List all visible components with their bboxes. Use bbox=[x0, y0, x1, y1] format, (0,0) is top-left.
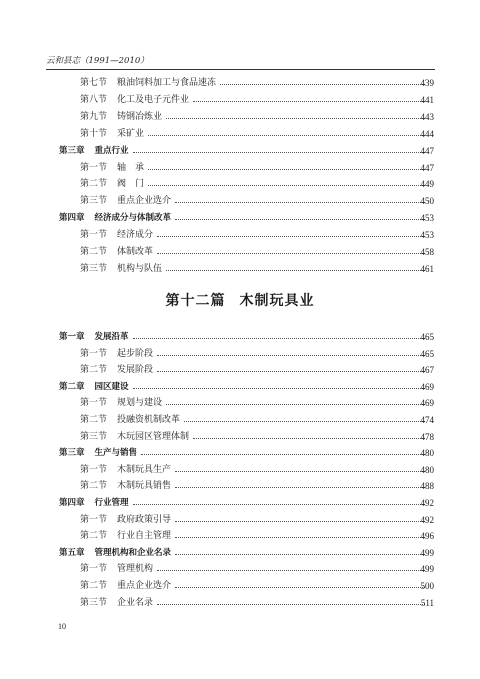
header-rule bbox=[46, 69, 435, 70]
toc-entry-title: 企业名录 bbox=[117, 597, 154, 608]
toc-entry-label bbox=[59, 379, 129, 395]
toc-entry-number: 第三节 bbox=[80, 263, 108, 274]
toc-entry-number: 第三节 bbox=[80, 196, 108, 207]
toc-section-row bbox=[0, 512, 480, 528]
toc-entry-label bbox=[59, 445, 137, 461]
toc-section-row bbox=[0, 578, 480, 594]
dot-leader bbox=[148, 135, 425, 136]
dot-leader bbox=[157, 355, 425, 356]
toc-entry-title: 管理机构和企业名录 bbox=[94, 547, 172, 558]
toc-section-row bbox=[0, 244, 480, 260]
toc-entry-title: 管理机构 bbox=[117, 564, 154, 575]
toc-entry-page: 492 bbox=[420, 514, 434, 525]
dot-leader bbox=[175, 219, 425, 220]
toc-entry-label bbox=[80, 561, 153, 577]
toc-entry-page: 469 bbox=[420, 381, 434, 392]
toc-section-row bbox=[0, 176, 480, 192]
toc-entry-title: 木制玩具生产 bbox=[117, 464, 172, 475]
toc-entry-title: 发展阶段 bbox=[117, 365, 154, 376]
toc-entry-number: 第二节 bbox=[80, 531, 108, 542]
toc-entry-title: 粮油饲料加工与食品速冻 bbox=[117, 78, 217, 88]
toc-entry-page: 488 bbox=[420, 481, 434, 492]
dot-leader bbox=[133, 504, 425, 505]
dot-leader bbox=[193, 438, 425, 439]
toc-entry-number: 第八节 bbox=[80, 94, 108, 105]
dot-leader bbox=[175, 587, 425, 588]
toc-entry-page: 465 bbox=[420, 348, 434, 359]
toc-entry-number: 第二节 bbox=[80, 481, 108, 492]
toc-entry-number: 第三节 bbox=[80, 431, 108, 442]
toc-entry-label bbox=[80, 578, 171, 594]
toc-entry-page: 450 bbox=[420, 196, 434, 207]
dot-leader bbox=[148, 185, 425, 186]
toc-entry-page: 500 bbox=[420, 581, 434, 591]
toc-section-row bbox=[0, 528, 480, 544]
dot-leader bbox=[148, 169, 425, 170]
toc-entry-label bbox=[80, 75, 216, 91]
toc-entry-page: 478 bbox=[420, 431, 434, 442]
toc-entry-title: 化工及电子元件业 bbox=[117, 94, 190, 105]
toc-entry-page: 444 bbox=[420, 128, 434, 139]
dot-leader bbox=[157, 604, 425, 605]
toc-entry-label bbox=[59, 210, 171, 226]
toc-chapter-row bbox=[0, 143, 480, 159]
toc-entry-title: 木制玩具销售 bbox=[117, 481, 172, 492]
toc-entry-label bbox=[80, 176, 144, 192]
toc-entry-title: 政府政策引导 bbox=[117, 514, 172, 525]
toc-entry-title: 规划与建设 bbox=[117, 398, 163, 409]
toc-entry-label bbox=[80, 429, 189, 445]
toc-chapter-row bbox=[0, 495, 480, 511]
toc-entry-number: 第二节 bbox=[80, 179, 108, 190]
toc-chapter-row bbox=[0, 210, 480, 226]
dot-leader bbox=[141, 454, 425, 455]
toc-entry-page: 453 bbox=[420, 230, 434, 241]
page-number: 10 bbox=[58, 622, 66, 631]
dot-leader bbox=[220, 84, 425, 85]
part-name: 木制玩具业 bbox=[239, 293, 315, 309]
toc-entry-page: 480 bbox=[420, 448, 434, 459]
toc-entry-label bbox=[80, 412, 180, 428]
toc-entry-label bbox=[80, 478, 171, 494]
running-header: 云和县志（1991—2010） bbox=[46, 56, 149, 66]
dot-leader bbox=[184, 421, 425, 422]
toc-entry-number: 第二章 bbox=[59, 381, 85, 392]
dot-leader bbox=[133, 388, 425, 389]
toc-entry-title: 行业管理 bbox=[94, 498, 129, 508]
toc-entry-number: 第四章 bbox=[59, 498, 85, 508]
toc-section-row bbox=[0, 412, 480, 428]
toc-entry-label bbox=[80, 193, 171, 209]
dot-leader bbox=[175, 202, 425, 203]
toc-entry-title: 发展沿革 bbox=[94, 332, 129, 342]
toc-section-row bbox=[0, 429, 480, 445]
toc-entry-page: 480 bbox=[420, 464, 434, 475]
toc-entry-label bbox=[80, 109, 162, 125]
toc-entry-label bbox=[59, 143, 129, 159]
toc-entry-page: 449 bbox=[420, 179, 434, 190]
toc-entry-title: 体制改革 bbox=[117, 247, 154, 257]
toc-entry-label bbox=[80, 362, 153, 378]
toc-entry-title: 重点企业选介 bbox=[117, 581, 172, 591]
toc-entry-title: 经济成分 bbox=[117, 230, 154, 241]
toc-entry-page: 439 bbox=[420, 78, 434, 88]
toc-entry-title: 木玩园区管理体制 bbox=[117, 431, 190, 442]
dot-leader bbox=[175, 554, 425, 555]
dot-leader bbox=[157, 253, 425, 254]
toc-section-row bbox=[0, 92, 480, 108]
toc-entry-number: 第十节 bbox=[80, 128, 108, 139]
toc-entry-page: 441 bbox=[420, 94, 434, 105]
toc-entry-number: 第九节 bbox=[80, 111, 108, 122]
toc-entry-title: 起步阶段 bbox=[117, 348, 154, 359]
toc-section-row bbox=[0, 160, 480, 176]
toc-section-row bbox=[0, 261, 480, 277]
toc-section-row bbox=[0, 595, 480, 611]
toc-entry-page: 492 bbox=[420, 498, 434, 508]
toc-section-row bbox=[0, 561, 480, 577]
toc-entry-page: 443 bbox=[420, 111, 434, 122]
toc-entry-number: 第三节 bbox=[80, 597, 108, 608]
dot-leader bbox=[133, 152, 425, 153]
toc-section-row bbox=[0, 126, 480, 142]
toc-entry-number: 第二节 bbox=[80, 365, 108, 376]
toc-entry-number: 第一节 bbox=[80, 230, 108, 241]
toc-entry-title: 机构与队伍 bbox=[117, 263, 163, 274]
toc-entry-number: 第五章 bbox=[59, 547, 85, 558]
dot-leader bbox=[157, 570, 425, 571]
toc-entry-title: 行业自主管理 bbox=[117, 531, 172, 542]
toc-entry-label bbox=[80, 160, 144, 176]
toc-entry-number: 第一节 bbox=[80, 514, 108, 525]
toc-section-row bbox=[0, 75, 480, 91]
toc-entry-label bbox=[59, 329, 129, 345]
toc-entry-label bbox=[80, 244, 153, 260]
toc-entry-label bbox=[80, 227, 153, 243]
toc-entry-page: 499 bbox=[420, 547, 434, 558]
dot-leader bbox=[166, 270, 425, 271]
part-title bbox=[0, 290, 480, 310]
dot-leader bbox=[175, 487, 425, 488]
toc-entry-page: 447 bbox=[420, 162, 434, 173]
toc-entry-number: 第三章 bbox=[59, 448, 85, 459]
toc-section-row bbox=[0, 109, 480, 125]
toc-entry-title: 阀 门 bbox=[117, 179, 145, 190]
toc-chapter-row bbox=[0, 329, 480, 345]
toc-entry-number: 第一节 bbox=[80, 398, 108, 409]
toc-entry-number: 第七节 bbox=[80, 78, 108, 88]
toc-entry-title: 轴 承 bbox=[117, 162, 145, 173]
toc-entry-label bbox=[80, 346, 153, 362]
dot-leader bbox=[175, 537, 425, 538]
toc-entry-number: 第一章 bbox=[59, 332, 85, 342]
dot-leader bbox=[175, 521, 425, 522]
toc-entry-page: 453 bbox=[420, 213, 434, 224]
toc-chapter-row bbox=[0, 445, 480, 461]
toc-entry-title: 生产与销售 bbox=[94, 448, 138, 459]
toc-entry-label bbox=[80, 512, 171, 528]
toc-entry-title: 经济成分与体制改革 bbox=[94, 213, 172, 224]
toc-entry-label bbox=[80, 528, 171, 544]
toc-entry-page: 447 bbox=[420, 145, 434, 156]
toc-entry-title: 重点企业选介 bbox=[117, 196, 172, 207]
toc-entry-page: 458 bbox=[420, 247, 434, 257]
toc-entry-number: 第三章 bbox=[59, 145, 85, 156]
toc-entry-label bbox=[59, 495, 129, 511]
toc-chapter-row bbox=[0, 379, 480, 395]
toc-entry-page: 499 bbox=[420, 564, 434, 575]
toc-entry-label bbox=[80, 261, 162, 277]
dot-leader bbox=[166, 118, 425, 119]
dot-leader bbox=[193, 101, 425, 102]
toc-entry-page: 461 bbox=[420, 263, 434, 274]
toc-entry-title: 投融资机制改革 bbox=[117, 415, 181, 425]
toc-section-row bbox=[0, 395, 480, 411]
toc-entry-page: 511 bbox=[420, 597, 434, 608]
dot-leader bbox=[133, 338, 425, 339]
toc-entry-title: 采矿业 bbox=[117, 128, 145, 139]
toc-entry-number: 第二节 bbox=[80, 247, 108, 257]
toc-entry-number: 第二节 bbox=[80, 581, 108, 591]
part-number: 第十二篇 bbox=[165, 293, 226, 309]
toc-entry-page: 496 bbox=[420, 531, 434, 542]
toc-entry-number: 第四章 bbox=[59, 213, 85, 224]
toc-entry-number: 第一节 bbox=[80, 162, 108, 173]
dot-leader bbox=[175, 471, 425, 472]
toc-entry-label bbox=[80, 595, 153, 611]
toc-entry-label bbox=[80, 126, 144, 142]
toc-entry-number: 第一节 bbox=[80, 464, 108, 475]
toc-section-row bbox=[0, 362, 480, 378]
toc-entry-page: 467 bbox=[420, 365, 434, 376]
toc-entry-label bbox=[80, 395, 162, 411]
toc-section-row bbox=[0, 462, 480, 478]
toc-chapter-row bbox=[0, 545, 480, 561]
toc-entry-number: 第一节 bbox=[80, 348, 108, 359]
dot-leader bbox=[157, 236, 425, 237]
toc-entry-title: 铸钢冶炼业 bbox=[117, 111, 163, 122]
toc-entry-number: 第一节 bbox=[80, 564, 108, 575]
toc-entry-title: 重点行业 bbox=[94, 145, 129, 156]
toc-section-row bbox=[0, 193, 480, 209]
toc-section-row bbox=[0, 227, 480, 243]
toc-section-row bbox=[0, 478, 480, 494]
dot-leader bbox=[157, 371, 425, 372]
toc-entry-page: 474 bbox=[420, 415, 434, 425]
toc-entry-label bbox=[80, 92, 189, 108]
toc-section-row bbox=[0, 346, 480, 362]
toc-entry-label bbox=[59, 545, 171, 561]
toc-entry-title: 园区建设 bbox=[94, 381, 129, 392]
toc-entry-label bbox=[80, 462, 171, 478]
toc-entry-page: 469 bbox=[420, 398, 434, 409]
toc-entry-page: 465 bbox=[420, 332, 434, 342]
toc-entry-number: 第二节 bbox=[80, 415, 108, 425]
dot-leader bbox=[166, 404, 425, 405]
